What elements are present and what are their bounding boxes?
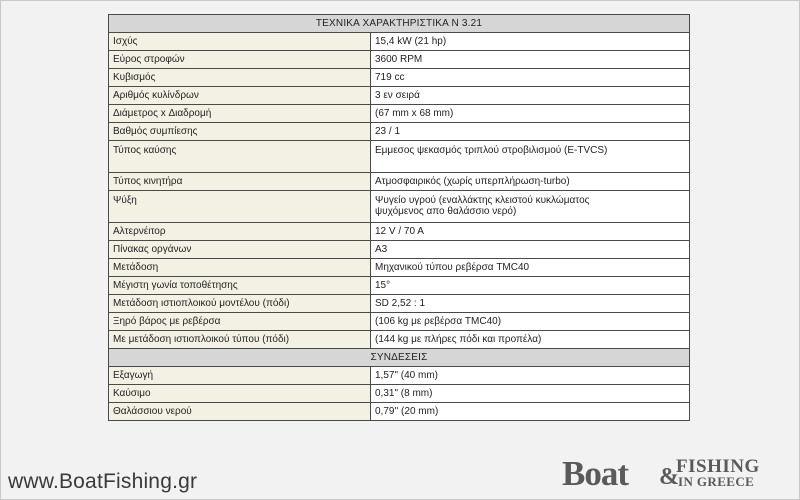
- row-label: Εύρος στροφών: [109, 51, 371, 69]
- table-row: [109, 385, 690, 403]
- table-row: [109, 191, 690, 223]
- row-label: Αριθμός κυλίνδρων: [109, 87, 371, 105]
- row-label: Μέγιστη γωνία τοποθέτησης: [109, 277, 371, 295]
- row-value: (144 kg με πλήρες πόδι και προπέλα): [371, 331, 690, 349]
- row-label: Ψύξη: [109, 191, 371, 223]
- row-value: 0,31" (8 mm): [371, 385, 690, 403]
- row-value: 23 / 1: [371, 123, 690, 141]
- logo-fishing-text: FISHING: [676, 456, 760, 477]
- row-value: 3 εν σειρά: [371, 87, 690, 105]
- table-row: [109, 367, 690, 385]
- connections-title: ΣΥΝΔΕΣΕΙΣ: [109, 349, 690, 367]
- table-row: [109, 33, 690, 51]
- boatfishing-logo: [562, 456, 794, 492]
- spec-table-title: ΤΕΧΝΙΚΑ ΧΑΡΑΚΤΗΡΙΣΤΙΚΑ Ν 3.21: [109, 15, 690, 33]
- row-label: Αλτερνέιτορ: [109, 223, 371, 241]
- row-value: Ατμοσφαιρικός (χωρίς υπερπλήρωση-turbo): [371, 173, 690, 191]
- row-label: Τύπος κινητήρα: [109, 173, 371, 191]
- table-row: [109, 173, 690, 191]
- row-value: 15°: [371, 277, 690, 295]
- table-row: [109, 241, 690, 259]
- spec-table-body: [109, 15, 690, 421]
- row-label: Διάμετρος x Διαδρομή: [109, 105, 371, 123]
- row-label: Καύσιμο: [109, 385, 371, 403]
- logo-ampersand: &: [659, 464, 679, 490]
- row-label: Με μετάδοση ιστιοπλοικού τύπου (πόδι): [109, 331, 371, 349]
- table-row: [109, 141, 690, 173]
- row-label: Μετάδοση ιστιοπλοικού μοντέλου (πόδι): [109, 295, 371, 313]
- row-label: Βαθμός συμπίεσης: [109, 123, 371, 141]
- table-row: [109, 105, 690, 123]
- table-row: [109, 223, 690, 241]
- logo-ingreece-text: IN GREECE: [678, 474, 755, 489]
- connections-title-row: [109, 349, 690, 367]
- row-label: Τύπος καύσης: [109, 141, 371, 173]
- table-row: [109, 69, 690, 87]
- row-value: SD 2,52 : 1: [371, 295, 690, 313]
- table-row: [109, 277, 690, 295]
- row-value: Ψυγείο υγρού (εναλλάκτης κλειστού κυκλώματος ψυχόμενος απο θαλάσσιο νερό): [371, 191, 690, 223]
- table-row: [109, 87, 690, 105]
- spec-table: [108, 14, 690, 421]
- row-value: 3600 RPM: [371, 51, 690, 69]
- row-value: (106 kg με ρεβέρσα TMC40): [371, 313, 690, 331]
- row-value: A3: [371, 241, 690, 259]
- row-label: Μετάδοση: [109, 259, 371, 277]
- row-value: 15,4 kW (21 hp): [371, 33, 690, 51]
- table-row: [109, 331, 690, 349]
- logo-boat-text: Boat: [562, 454, 628, 493]
- row-label: Ισχύς: [109, 33, 371, 51]
- spec-table-title-row: [109, 15, 690, 33]
- table-row: [109, 123, 690, 141]
- row-value: 0,79'' (20 mm): [371, 403, 690, 421]
- row-label: Ξηρό βάρος με ρεβέρσα: [109, 313, 371, 331]
- table-row: [109, 295, 690, 313]
- table-row: [109, 259, 690, 277]
- row-value: (67 mm x 68 mm): [371, 105, 690, 123]
- row-value: 12 V / 70 A: [371, 223, 690, 241]
- row-label: Εξαγωγή: [109, 367, 371, 385]
- row-value: Εμμεσος ψεκασμός τριπλού στροβιλισμού (E-TVCS): [371, 141, 690, 173]
- table-row: [109, 403, 690, 421]
- row-label: Πίνακας οργάνων: [109, 241, 371, 259]
- row-value: 1,57" (40 mm): [371, 367, 690, 385]
- row-label: Θαλάσσιου νερού: [109, 403, 371, 421]
- table-row: [109, 51, 690, 69]
- row-label: Κυβισμός: [109, 69, 371, 87]
- website-url: www.BoatFishing.gr: [8, 470, 198, 493]
- row-value: 719 cc: [371, 69, 690, 87]
- row-value: Μηχανικού τύπου ρεβέρσα TMC40: [371, 259, 690, 277]
- table-row: [109, 313, 690, 331]
